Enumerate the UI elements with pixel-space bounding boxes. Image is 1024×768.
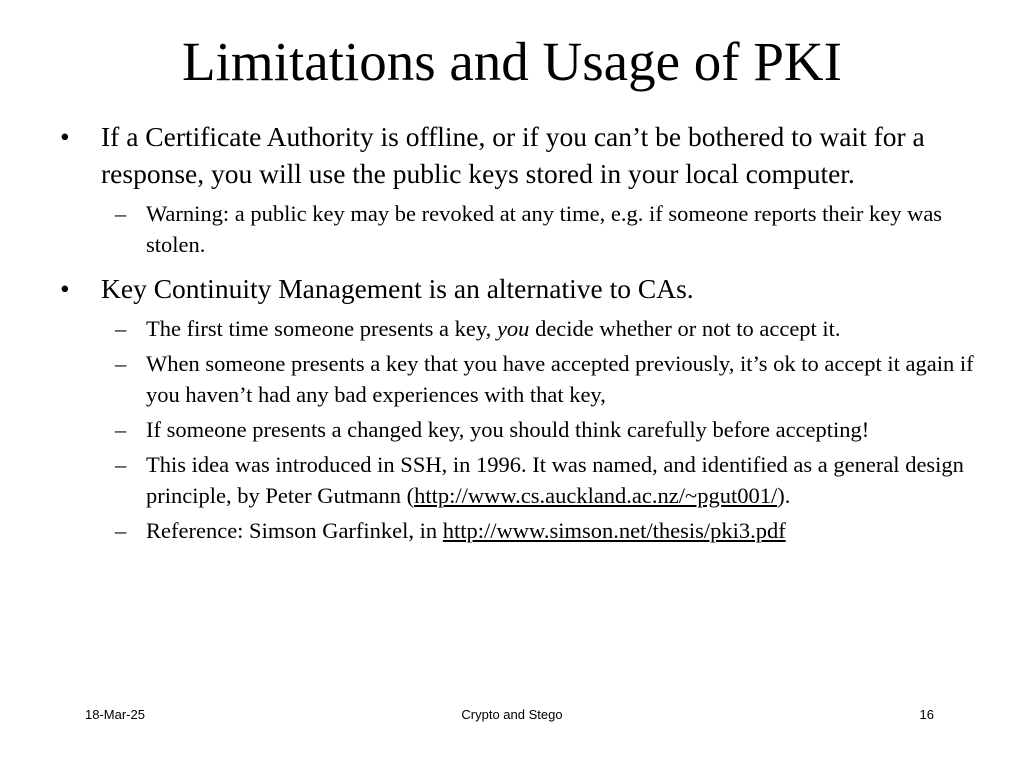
slide-title: Limitations and Usage of PKI	[182, 31, 842, 92]
sub-marker: –	[115, 518, 127, 543]
sub-marker: –	[115, 351, 127, 376]
sub-list-ca-offline	[101, 198, 980, 260]
sub-text-accepted-previously: When someone presents a key that you have accepted previously, it’s ok to accept it again if you haven’t had any bad experiences with that key,	[146, 351, 974, 407]
sub-text-first-time-after: decide whether or not to accept it.	[529, 316, 841, 341]
sub-item-changed-key	[101, 414, 980, 445]
sub-item-reference	[101, 515, 980, 546]
bullet-marker: •	[60, 121, 70, 152]
sub-marker: –	[115, 452, 127, 477]
sub-text-reference-before: Reference: Simson Garfinkel, in	[146, 518, 443, 543]
sub-list-key-continuity	[101, 313, 980, 546]
bullet-text-ca-offline: If a Certificate Authority is offline, or if you can’t be bothered to wait for a response, you will use the public keys stored in your local computer.	[101, 121, 925, 189]
footer-title: Crypto and Stego	[461, 707, 563, 722]
sub-marker: –	[115, 316, 127, 341]
reference-link[interactable]: http://www.simson.net/thesis/pki3.pdf	[442, 518, 786, 543]
emphasis-you: you	[496, 316, 530, 341]
sub-item-first-time	[101, 313, 980, 344]
footer-page-number: 16	[919, 707, 934, 722]
sub-marker: –	[115, 417, 127, 442]
bullet-item-key-continuity	[60, 270, 980, 546]
sub-text-first-time-before: The first time someone presents a key,	[146, 316, 497, 341]
sub-item-accepted-previously	[101, 348, 980, 410]
sub-text-ssh-after: ).	[777, 483, 791, 508]
bullet-item-ca-offline	[60, 118, 980, 260]
bullet-text-key-continuity: Key Continuity Management is an alternative to CAs.	[101, 273, 694, 304]
sub-text-ssh-before: This idea was introduced in SSH, in 1996. It was named, and identified as a general design principle, by Peter Gutmann (	[146, 452, 964, 508]
sub-item-warning	[101, 198, 980, 260]
bullet-list	[60, 118, 980, 546]
sub-text-changed-key: If someone presents a changed key, you should think carefully before accepting!	[146, 417, 870, 442]
footer-date: 18-Mar-25	[85, 707, 145, 722]
gutmann-link[interactable]: http://www.cs.auckland.ac.nz/~pgut001/	[414, 483, 778, 508]
sub-marker: –	[115, 201, 127, 226]
sub-text-warning: Warning: a public key may be revoked at any time, e.g. if someone reports their key was stolen.	[146, 201, 943, 257]
sub-item-ssh-idea	[101, 449, 980, 511]
bullet-marker: •	[60, 273, 70, 304]
